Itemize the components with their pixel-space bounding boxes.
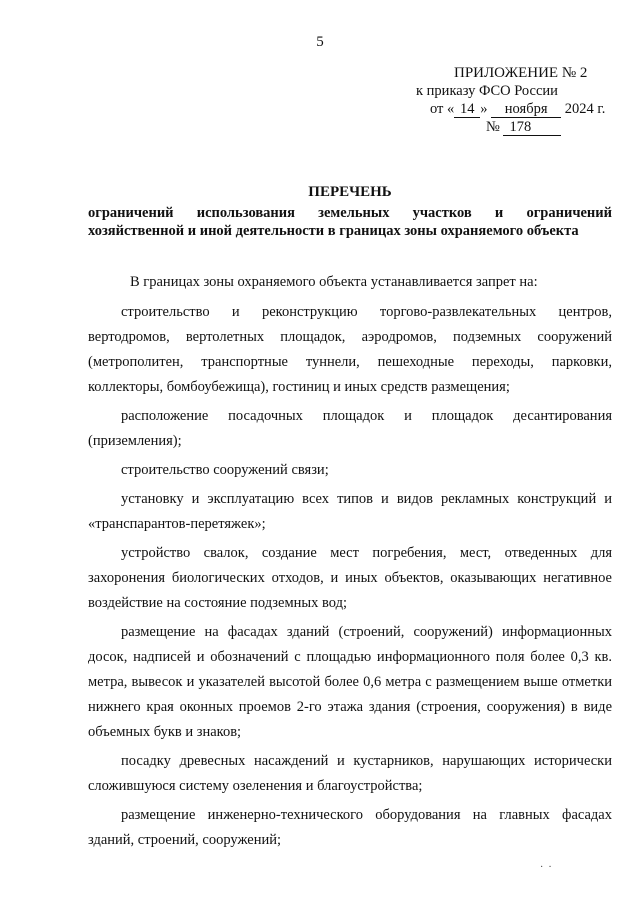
document-heading (88, 183, 612, 240)
restriction-item: расположение посадочных площадок и площадок десантирования (приземления); (88, 408, 612, 449)
restriction-item: посадку древесных насаждений и кустарников, нарушающих исторически сложившуюся систему озеленения и благоустройства; (88, 753, 612, 794)
restriction-item: устройство свалок, создание мест погребения, мест, отведенных для захоронения биологических отходов, и иных объектов, оказывающих негативное воздействие на состояние подземных вод; (88, 545, 612, 611)
date-day: 14 (454, 102, 480, 118)
order-number: 178 (503, 120, 561, 136)
annex-date-line (400, 100, 620, 118)
restriction-item: размещение инженерно-технического оборудования на главных фасадах зданий, строений, сооружений; (88, 807, 612, 848)
annex-header (400, 64, 620, 136)
date-prefix: от « (430, 101, 455, 117)
scan-specks: · · (540, 862, 552, 873)
page-number: 5 (316, 34, 324, 50)
document-body (88, 270, 612, 857)
restriction-item: строительство и реконструкцию торгово-развлекательных центров, вертодромов, вертолетных площадок, аэродромов, подземных сооружений (метрополитен, транспортные туннели, пешеходные переходы, парковки, коллекторы, бомбоубежища), гостиниц и иных средств размещения; (88, 304, 612, 395)
heading-subtitle-line1: ограничений использования земельных участков и ограничений (88, 205, 612, 221)
restriction-item: размещение на фасадах зданий (строений, сооружений) информационных досок, надписей и обозначений с площадью информационного поля более 0,3 кв. метра, вывесок и указателей высотой более 0,6 метра с размещением выше отметки нижнего края оконных проемов 2-го этажа здания (строения, сооружения) в виде объемных букв и знаков; (88, 624, 612, 740)
annex-title: ПРИЛОЖЕНИЕ № 2 (454, 65, 588, 81)
date-month: ноября (491, 102, 561, 118)
heading-title: ПЕРЕЧЕНЬ (308, 184, 392, 200)
restriction-item: строительство сооружений связи; (121, 462, 329, 478)
restriction-item: установку и эксплуатацию всех типов и видов рекламных конструкций и «транспарантов-перетяжек»; (88, 491, 612, 532)
intro-paragraph: В границах зоны охраняемого объекта устанавливается запрет на: (130, 274, 538, 290)
annex-number-line (400, 118, 620, 136)
heading-subtitle-line2: хозяйственной и иной деятельности в границах зоны охраняемого объекта (88, 223, 579, 239)
number-prefix: № (486, 119, 500, 135)
date-mid: » (480, 101, 488, 117)
annex-order-reference: к приказу ФСО России (416, 83, 558, 99)
date-year: 2024 г. (564, 101, 606, 117)
